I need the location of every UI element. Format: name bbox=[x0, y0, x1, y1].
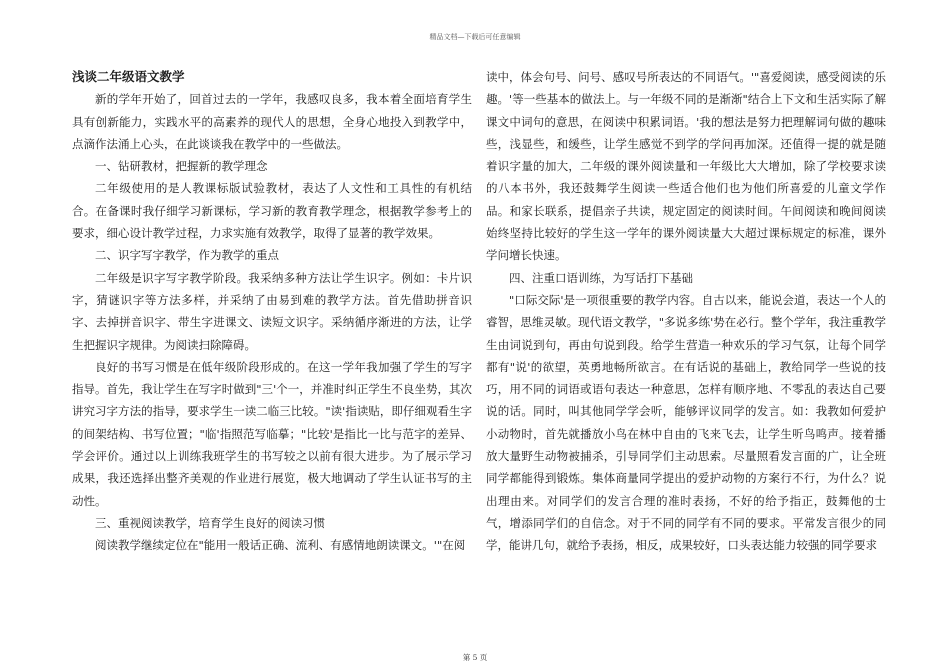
right-column bbox=[486, 66, 886, 557]
left-column bbox=[72, 66, 472, 557]
section-heading: 四、注重口语训练，为写话打下基础 bbox=[509, 270, 693, 285]
page-number: 第 5 页 bbox=[462, 653, 488, 662]
paragraph: 二年级是识字写字教学阶段。我采纳多种方法让学生识字。例如：卡片识字，猜谜识字等方法多样，并采纳了由易到难的教学方法。首先借助拼音识字、去掉拼音识字、带生字进课文、读短文识字。采纳循序渐进的方法，让学生把握识字规律。为阅读扫除障碍。 bbox=[72, 270, 472, 352]
paragraph: 良好的书写习惯是在低年级阶段形成的。在这一学年我加强了学生的写字指导。首先，我让学生在写字时做到"三'个一，并准时纠正学生不良坐势，其次讲究习字方法的指导，要求学生一读二临三比较。"读'指读贴，即仔细观看生字的间架结构、书写位置；"临'指照范写临摹；"比较'是指比一比与范字的差异、学会评价。通过以上训练我班学生的书写较之以前有很大进步。为了展示学习成果，我还选择出整齐美观的作业进行展览，极大地调动了学生认证书写的主动性。 bbox=[72, 359, 472, 508]
section-heading: 二、识字写字教学，作为教学的重点 bbox=[95, 248, 279, 263]
paragraph: 阅读教学继续定位在"能用一般话正确、流利、有感情地朗读课文。'"在阅 bbox=[95, 538, 466, 553]
paragraph-continued: 读中，体会句号、问号、感叹号所表达的不同语气。'"喜爱阅读，感受阅读的乐趣。'等一些基本的做法上。与一年级不同的是渐渐"结合上下文和生活实际了解课文中词句的意思，在阅读中积累词语。'我的想法是努力把理解词句做的趣味些，浅显些，和缓些，让学生感觉不到学的学问再加深。还值得一提的就是随着识字量的加大，二年级的课外阅读量和一年级比大大增加，除了学校要求读的八本书外，我还鼓舞学生阅读一些适合他们也为他们所喜爱的儿童文学作品。和家长联系，提倡亲子共读，规定固定的阅读时间。午间阅读和晚间阅读始终坚持比较好的学生这一学年的课外阅读量大大超过课标规定的标准，课外学问增长快速。 bbox=[486, 70, 886, 263]
page-header: 精品文档—下载后可任意编辑 bbox=[429, 33, 521, 41]
section-heading: 三、重视阅读教学，培育学生良好的阅读习惯 bbox=[95, 515, 325, 530]
paragraph: "口际交际'是一项很重要的教学内容。自古以来，能说会道，表达一个人的睿智，思维灵敏。现代语文教学，"多说多练'势在必行。整个学年，我注重教学生由词说到句，再由句说到段。给学生营造一种欢乐的学习气氛，让每个同学都有"说'的欲望，英勇地畅所欲言。在有话说的基础上，教给同学一些说的技巧，用不同的词语或语句表达一种意思，怎样有顺序地、不零乱的表达自己要说的话。同时，叫其他同学学会听，能够评议同学的发言。如：我教如何爱护小动物时，首先就播放小鸟在林中自由的飞来飞去，让学生听鸟鸣声。接着播放大量野生动物被捕杀，引导同学们主动思索。尽量照看发言面的广，让全班同学都能得到锻炼。集体商量同学提出的爱护动物的方案行不行，为什么？说出理由来。对同学们的发言合理的准时表扬，不好的给予指正，鼓舞他的士气，增添同学们的自信念。对于不同的同学有不同的要求。平常发言很少的同学，能讲几句，就给予表扬，相反，成果较好，口头表达能力较强的同学要求 bbox=[486, 292, 886, 553]
document-title: 浅谈二年级语文教学 bbox=[72, 69, 185, 84]
paragraph: 二年级使用的是人教课标版试验教材，表达了人文性和工具性的有机结合。在备课时我仔细学习新课标，学习新的教育教学理念，根据教学参考上的要求，细心设计教学过程，力求实施有效教学，取得了显著的教学效果。 bbox=[72, 181, 472, 241]
paragraph: 新的学年开始了，回首过去的一学年，我感叹良多，我本着全面培育学生具有创新能力，实践水平的高素养的现代人的思想，全身心地投入到教学中，点滴作法涌上心头，在此谈谈我在教学中的一些做法。 bbox=[72, 92, 472, 151]
section-heading: 一、钻研教材，把握新的教学理念 bbox=[95, 159, 268, 174]
